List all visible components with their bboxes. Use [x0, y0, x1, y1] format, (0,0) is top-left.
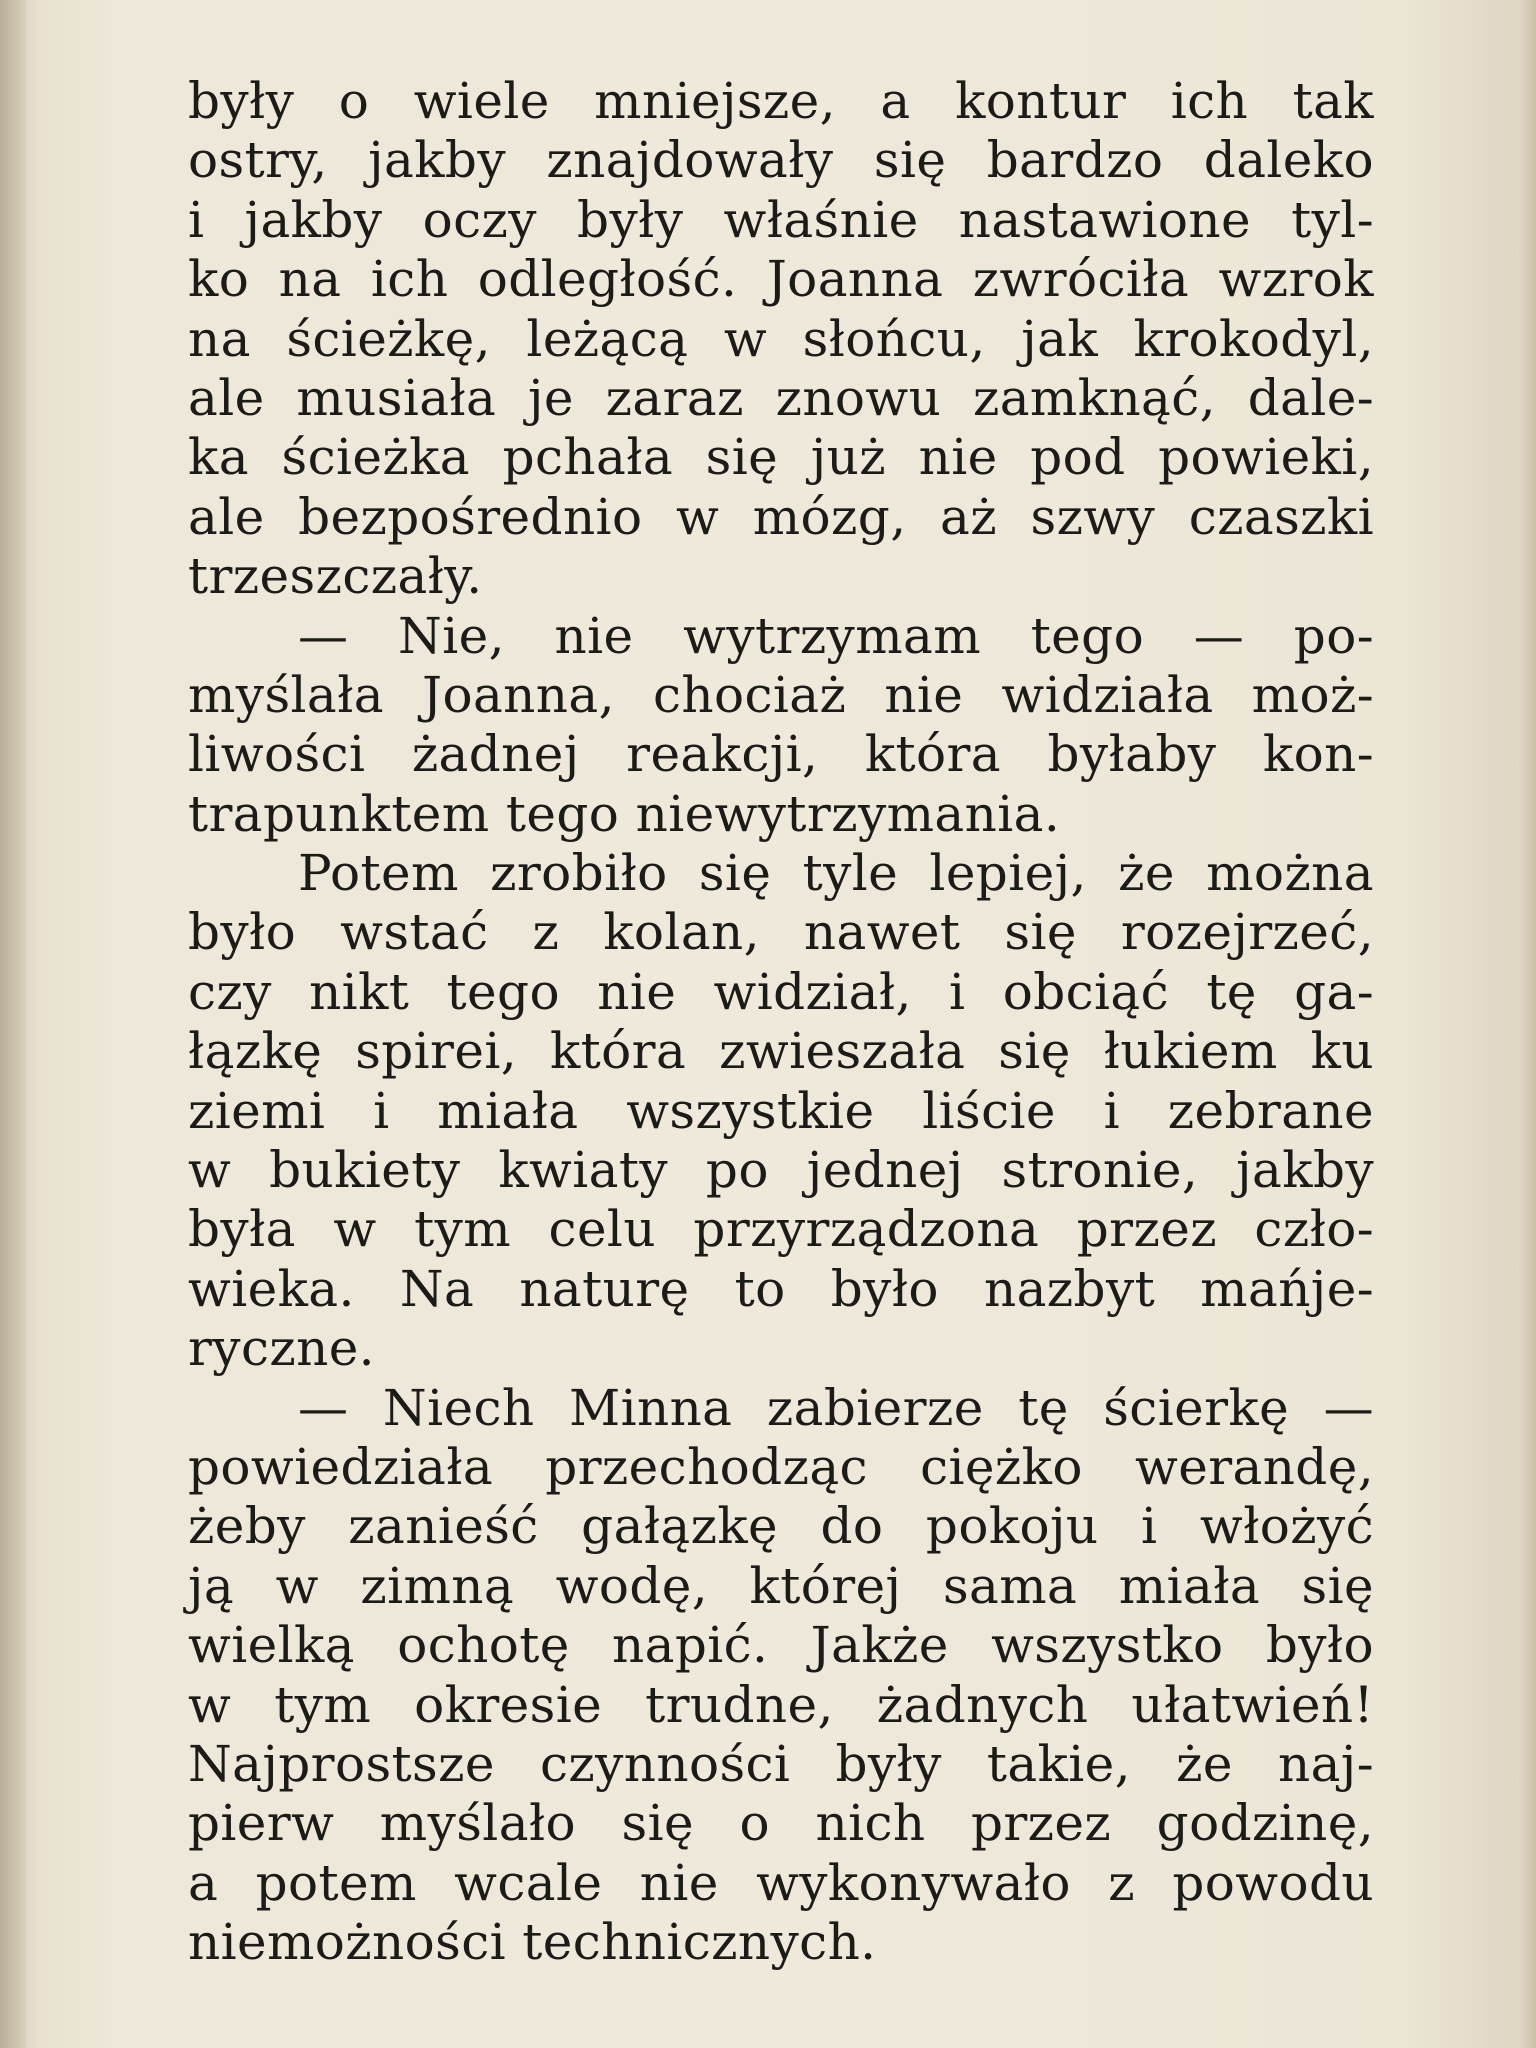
- text-line: ko na ich odległość. Joanna zwróciła wzrok: [188, 250, 1374, 309]
- text-line: ka ścieżka pchała się już nie pod powieki,: [188, 428, 1374, 487]
- text-line: były o wiele mniejsze, a kontur ich tak: [188, 72, 1374, 130]
- text-line: ale bezpośrednio w mózg, aż szwy czaszki: [188, 487, 1374, 546]
- page-text-block: [188, 72, 1374, 1973]
- text-line: ryczne.: [188, 1319, 375, 1378]
- text-line: w bukiety kwiaty po jednej stronie, jakby: [188, 1141, 1374, 1200]
- text-line: ostry, jakby znajdowały się bardzo daleko: [188, 131, 1374, 190]
- text-line: wielką ochotę napić. Jakże wszystko było: [188, 1616, 1374, 1675]
- text-line: pierw myślało się o nich przez godzinę,: [188, 1794, 1374, 1853]
- page-right-edge: [1516, 0, 1536, 2048]
- text-line: a potem wcale nie wykonywało z powodu: [188, 1853, 1374, 1912]
- text-line: w tym okresie trudne, żadnych ułatwień!: [188, 1675, 1374, 1734]
- text-line: — Nie, nie wytrzymam tego — po-: [298, 606, 1374, 665]
- text-line: wieka. Na naturę to było nazbyt mańje-: [188, 1259, 1374, 1318]
- text-line: na ścieżkę, leżącą w słońcu, jak krokodyl,: [188, 309, 1374, 368]
- text-line: Potem zrobiło się tyle lepiej, że można: [298, 844, 1374, 903]
- text-line: trzeszczały.: [188, 547, 483, 606]
- text-line: Najprostsze czynności były takie, że naj-: [188, 1734, 1374, 1793]
- text-line: czy nikt tego nie widział, i obciąć tę ga-: [188, 962, 1374, 1021]
- text-line: było wstać z kolan, nawet się rozejrzeć,: [188, 903, 1374, 962]
- page-left-edge: [0, 0, 26, 2048]
- text-line: trapunktem tego niewytrzymania.: [188, 784, 1061, 843]
- text-line: ale musiała je zaraz znowu zamknąć, dale-: [188, 368, 1374, 427]
- text-line: i jakby oczy były właśnie nastawione tyl-: [188, 190, 1374, 249]
- text-line: powiedziała przechodząc ciężko werandę,: [188, 1437, 1374, 1496]
- text-line: ziemi i miała wszystkie liście i zebrane: [188, 1081, 1374, 1140]
- text-line: — Niech Minna zabierze tę ścierkę —: [298, 1378, 1374, 1437]
- text-line: liwości żadnej reakcji, która byłaby kon-: [188, 725, 1374, 784]
- text-line: żeby zanieść gałązkę do pokoju i włożyć: [188, 1497, 1374, 1556]
- text-line: ją w zimną wodę, której sama miała się: [188, 1556, 1374, 1615]
- text-line: łązkę spirei, która zwieszała się łukiem ku: [188, 1022, 1374, 1081]
- text-line: niemożności technicznych.: [188, 1913, 877, 1972]
- text-line: była w tym celu przyrządzona przez czło-: [188, 1200, 1374, 1259]
- text-line: myślała Joanna, chociaż nie widziała moż-: [188, 665, 1374, 724]
